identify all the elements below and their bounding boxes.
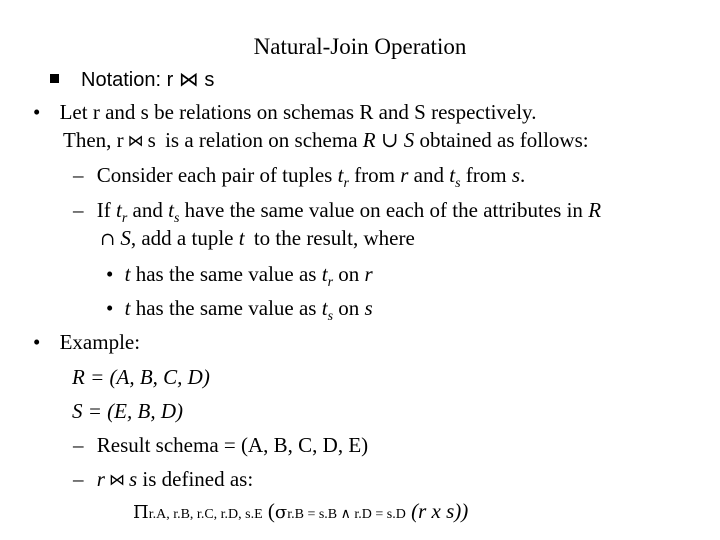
sub-item-result-schema [73,432,368,458]
add-tuple-text: , add a tuple [130,226,234,250]
bullet-icon: • [33,100,41,124]
sub-item-if: – If $t_r$ and $t_s$ have the same value on each of the attributes in R [73,198,602,226]
if-text: If [96,198,111,222]
r-schema-def [72,364,210,390]
bullet-icon: • [106,262,114,286]
selection-subscript: r.B = s.B ∧ r.D = s.D [287,507,406,522]
sub-item-if-continuation: ∩ S, add a tuple t to the result, where [100,226,415,250]
to-result-text: to the result, where [253,226,415,250]
intersection-icon: ∩ [100,229,116,250]
definition-continuation [63,127,589,155]
notation-expression: r ⋈ s [166,69,215,91]
s-schema-def [72,398,183,424]
same-value-text: have the same value on each of the attributes in [184,198,583,222]
dash-icon: – [73,163,84,187]
sub-sub-item-s: • t has the same value as $t_s$ on s [106,296,373,324]
sub-item-defined-as: – r ⋈ s is defined as: [73,466,253,494]
and-text: and [132,198,163,222]
on-text: on [338,262,360,286]
bullet-icon: • [106,296,114,320]
projection-icon: Π [133,502,149,523]
formula: Πr.A, r.B, r.C, r.D, s.E (σr.B = s.B ∧ r.D = s.D (r x s)) [133,499,469,523]
same-value-as-text: has the same value as [135,296,317,320]
consider-text: Consider each pair of tuples [96,163,333,187]
same-value-as-text: has the same value as [135,262,317,286]
s-text: s [147,128,156,152]
selection-icon: σ [274,502,288,523]
relation-text: is a relation on schema [165,128,358,152]
on-text: on [338,296,360,320]
projection-subscript: r.A, r.B, r.C, r.D, s.E [148,507,263,522]
slide-title: Natural-Join Operation [253,34,467,59]
cross-product-text: (r x s)) [411,499,469,523]
notation-label: Notation: [81,69,162,91]
r-schema-text: R = (A, B, C, D) [72,365,210,389]
from-text-2: from [465,163,507,187]
dash-icon: – [73,433,84,457]
dash-icon: – [73,467,84,491]
definition-text: Let r and s be relations on schemas R and S respectively. [59,100,537,124]
union-expr: R ∪ S [362,128,415,152]
square-bullet-icon [50,74,59,83]
dash-icon: – [73,198,84,222]
then-r-text: Then, r [63,128,124,152]
s-schema-text: S = (E, B, D) [72,399,183,423]
bullet-icon: • [33,330,41,354]
join-icon: ⋈ [127,133,144,150]
join-icon: ⋈ [108,472,125,489]
s-schema: S [120,226,131,250]
obtained-text: obtained as follows: [419,128,589,152]
defined-as-text: is defined as: [142,467,254,491]
result-schema-text: Result schema = (A, B, C, D, E) [96,433,369,457]
sub-item-consider: – Consider each pair of tuples $t_r$ from r and $t_s$ from s. [73,163,526,191]
bullet-item-example [33,329,140,355]
example-label: Example: [59,330,141,354]
notation-line [50,67,214,93]
from-text: from [354,163,395,187]
sub-sub-item-r: • t has the same value as $t_r$ on r [106,262,373,290]
and-text: and [413,163,444,187]
bullet-item-definition [33,99,536,125]
